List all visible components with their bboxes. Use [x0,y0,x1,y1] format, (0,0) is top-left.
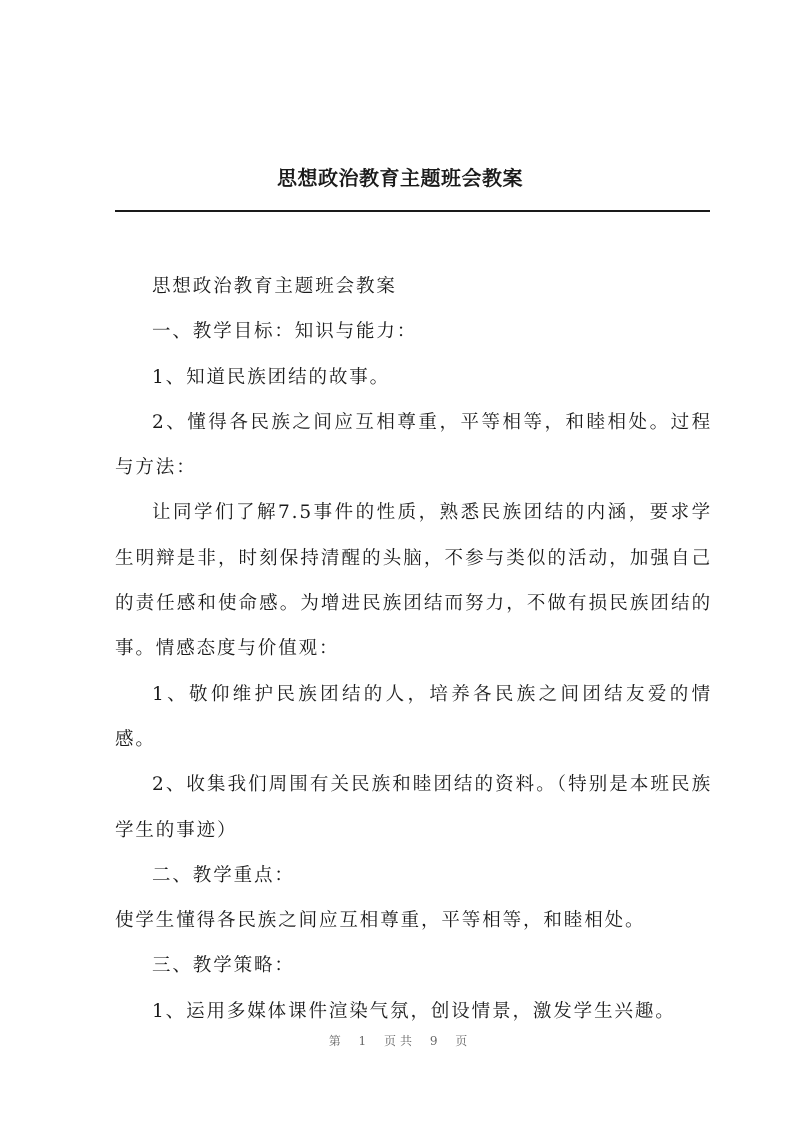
paragraph-attitude-1: 1、敬仰维护民族团结的人，培养各民族之间团结友爱的情感。 [115,683,712,750]
paragraph-attitude-2: 2、收集我们周围有关民族和睦团结的资料。（特别是本班民族学生的事迹） [115,774,712,841]
paragraph-objective-2: 2、懂得各民族之间应互相尊重，平等相等，和睦相处。过程与方法： [115,411,712,479]
page-title: 思想政治教育主题班会教案 [277,166,523,190]
paragraph-key-point: 使学生懂得各民族之间应互相尊重，平等相等，和睦相处。 [115,910,646,932]
paragraph-heading: 思想政治教育主题班会教案 [152,276,397,297]
title-divider [115,210,710,212]
paragraph-objective-1: 1、知道民族团结的故事。 [152,366,391,388]
paragraph-section-objectives: 一、教学目标：知识与能力： [152,321,418,343]
paragraph-section-key-points: 二、教学重点： [152,864,295,886]
document-body [115,264,712,1034]
paragraph-process-method: 让同学们了解7.5事件的性质，熟悉民族团结的内涵，要求学生明辩是非，时刻保持清醒的头脑，不参与类似的活动，加强自己的责任感和使命感。为增进民族团结而努力，不做有损民族团结的事。情感态度与价值观： [115,502,712,660]
paragraph-strategy-1: 1、运用多媒体课件渲染气氛，创设情景，激发学生兴趣。 [152,1000,676,1022]
page-number: 第 1 页共 9 页 [328,1034,472,1048]
paragraph-section-strategy: 三、教学策略： [152,955,295,977]
